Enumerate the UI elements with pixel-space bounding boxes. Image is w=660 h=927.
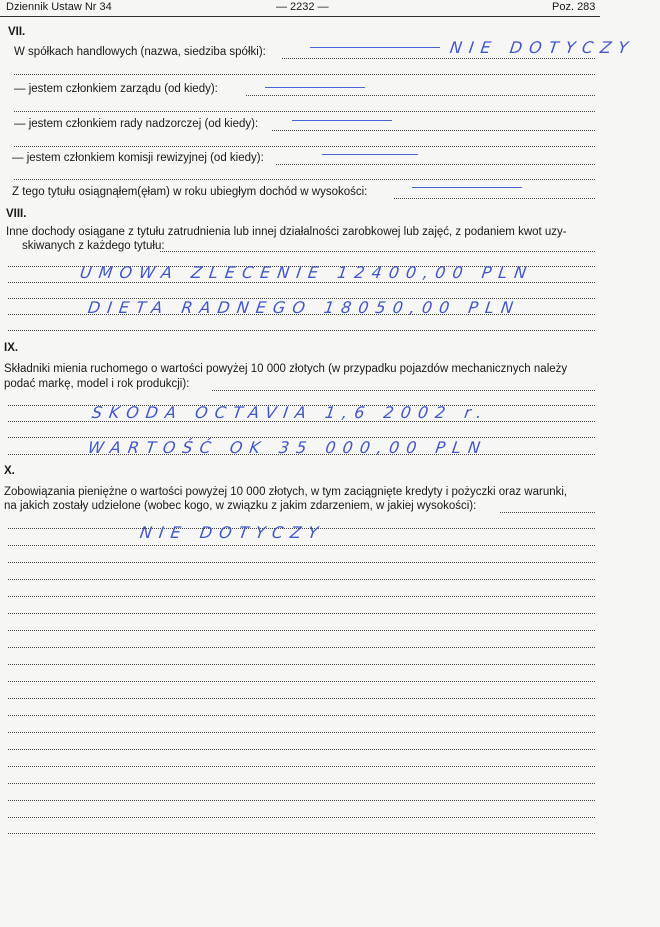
answer-line [8, 783, 595, 784]
answer-line [8, 545, 595, 546]
answer-line [8, 647, 595, 648]
audit-committee-label: — jestem członkiem komisji rewizyjnej (od kiedy): [12, 152, 264, 164]
page-number: — 2232 — [276, 1, 329, 13]
other-income-text-2: skiwanych z każdego tytułu: [22, 240, 165, 252]
answer-line [8, 454, 595, 455]
liabilities-answer: NIE DOTYCZY [138, 523, 327, 542]
answer-line [14, 74, 595, 75]
journal-title: Dziennik Ustaw Nr 34 [6, 1, 112, 13]
section-vii-heading: VII. [8, 26, 26, 38]
answer-line [8, 664, 595, 665]
answer-line [8, 800, 595, 801]
answer-line [8, 596, 595, 597]
answer-line [8, 817, 595, 818]
answer-line [8, 833, 595, 834]
answer-line [8, 630, 595, 631]
answer-line [8, 314, 595, 315]
page-header [0, 0, 600, 17]
answer-line [272, 130, 595, 131]
income-label: Z tego tytułu osiągnąłem(ęłam) w roku ubiegłym dochód w wysokości: [12, 186, 368, 198]
answer-line [14, 146, 595, 147]
companies-answer: NIE DOTYCZY [448, 38, 637, 57]
position-number: Poz. 283 [552, 1, 596, 13]
answer-line [8, 421, 595, 422]
section-viii-heading: VIII. [6, 208, 27, 220]
answer-line [8, 681, 595, 682]
answer-line [8, 715, 595, 716]
companies-label: W spółkach handlowych (nazwa, siedziba spółki): [14, 46, 266, 58]
movable-assets-text-2: podać markę, model i rok produkcji): [4, 378, 190, 390]
answer-line [282, 58, 595, 59]
handwritten-dash [412, 187, 522, 188]
section-ix-heading: IX. [4, 342, 19, 354]
liabilities-text-1: Zobowiązania pieniężne o wartości powyżej 10 000 złotych, w tym zaciągnięte kredyty i pożyczki oraz warunki, [4, 486, 568, 498]
movable-assets-answer-2: WARTOŚĆ OK 35 000,00 PLN [86, 438, 489, 457]
other-income-answer-1: UMOWA ZLECENIE 12400,00 PLN [78, 263, 535, 282]
answer-line [8, 562, 595, 563]
answer-line [8, 330, 595, 331]
handwritten-dash [310, 47, 440, 48]
answer-line [212, 390, 595, 391]
handwritten-dash [292, 120, 392, 121]
answer-line [246, 95, 595, 96]
board-member-label: — jestem członkiem zarządu (od kiedy): [14, 83, 218, 95]
other-income-text-1: Inne dochody osiągane z tytułu zatrudnienia lub innej działalności zarobkowej lub zajęć, z podaniem kwot uzy- [6, 226, 567, 238]
answer-line [8, 698, 595, 699]
answer-line [394, 198, 595, 199]
handwritten-dash [322, 154, 418, 155]
supervisory-board-label: — jestem członkiem rady nadzorczej (od kiedy): [14, 118, 259, 130]
liabilities-text-2: na jakich zostały udzielone (wobec kogo, w związku z jakim zdarzeniem, w jakiej wysokości): [4, 500, 477, 512]
movable-assets-text-1: Składniki mienia ruchomego o wartości powyżej 10 000 złotych (w przypadku pojazdów mechanicznych należy [4, 363, 568, 375]
movable-assets-answer-1: SKODA OCTAVIA 1,6 2002 r. [90, 403, 490, 422]
answer-line [500, 512, 595, 513]
answer-line [276, 164, 595, 165]
answer-line [8, 613, 595, 614]
answer-line [8, 749, 595, 750]
answer-line [14, 179, 595, 180]
answer-line [8, 732, 595, 733]
answer-line [8, 282, 595, 283]
handwritten-dash [265, 87, 365, 88]
answer-line [8, 766, 595, 767]
section-x-heading: X. [4, 465, 15, 477]
other-income-answer-2: DIETA RADNEGO 18050,00 PLN [86, 298, 522, 317]
answer-line [160, 251, 595, 252]
answer-line [14, 111, 595, 112]
answer-line [8, 579, 595, 580]
